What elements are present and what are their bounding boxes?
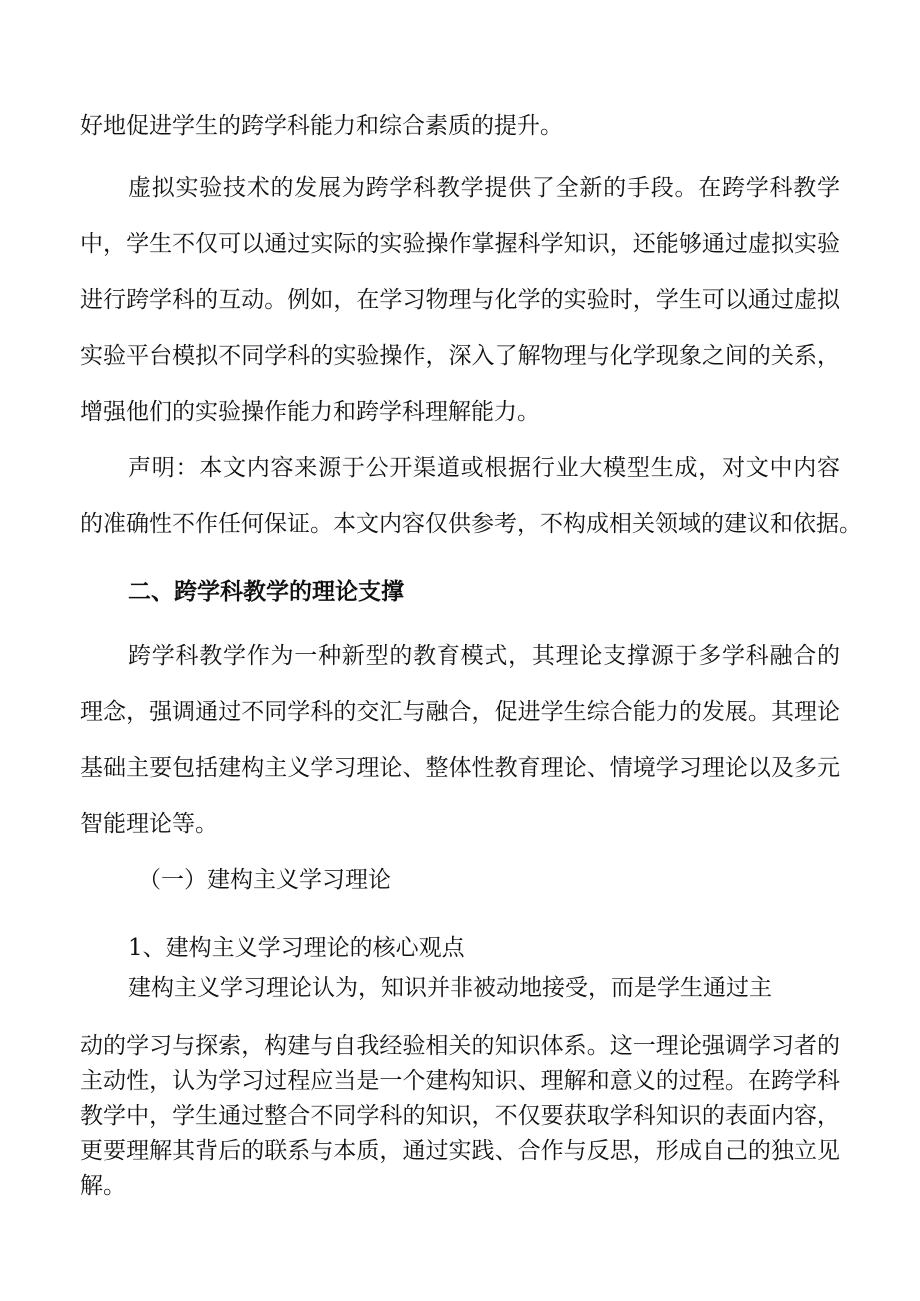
paragraph-constructivism-body [80, 1029, 840, 1204]
paragraph-constructivism-lead [80, 971, 840, 1006]
text-line: 更要理解其背后的联系与本质，通过实践、合作与反思，形成自己的独立见 [80, 1138, 840, 1164]
text-line: 教学中，学生通过整合不同学科的知识，不仅要获取学科知识的表面内容， [80, 1103, 840, 1129]
paragraph-continuation [80, 98, 840, 154]
text-line: 解。 [80, 1173, 126, 1199]
text-line: 进行跨学科的互动。例如，在学习物理与化学的实验时，学生可以通过虚拟 [80, 287, 840, 313]
text-line: 增强他们的实验操作能力和跨学科理解能力。 [80, 399, 540, 425]
text-line: 的准确性不作任何保证。本文内容仅供参考，不构成相关领域的建议和依据。 [80, 511, 862, 537]
text-line: 实验平台模拟不同学科的实验操作，深入了解物理与化学现象之间的关系， [80, 343, 840, 369]
heading-text: （一）建构主义学习理论 [138, 867, 391, 893]
text-line: 好地促进学生的跨学科能力和综合素质的提升。 [80, 113, 563, 139]
text-line: 跨学科教学作为一种新型的教育模式，其理论支撑源于多学科融合的 [128, 643, 840, 669]
sub-subsection-heading [80, 920, 840, 976]
text-line: 基础主要包括建构主义学习理论、整体性教育理论、情境学习理论以及多元 [80, 755, 840, 781]
paragraph-disclaimer [80, 440, 862, 552]
text-line: 虚拟实验技术的发展为跨学科教学提供了全新的手段。在跨学科教学 [128, 175, 840, 201]
text-line: 声明：本文内容来源于公开渠道或根据行业大模型生成，对文中内容 [128, 455, 840, 481]
text-line: 动的学习与探索，构建与自我经验相关的知识体系。这一理论强调学习者的 [80, 1033, 840, 1059]
paragraph-theory-intro [80, 628, 840, 852]
heading-text: 二、跨学科教学的理论支撑 [128, 578, 404, 605]
subsection-heading [80, 852, 840, 908]
paragraph-virtual-experiment [80, 160, 840, 440]
text-line: 理念，强调通过不同学科的交汇与融合，促进学生综合能力的发展。其理论 [80, 699, 840, 725]
text-line: 建构主义学习理论认为，知识并非被动地接受，而是学生通过主 [128, 975, 772, 1001]
text-line: 智能理论等。 [80, 811, 218, 837]
text-line: 主动性，认为学习过程应当是一个建构知识、理解和意义的过程。在跨学科 [80, 1068, 840, 1094]
text-line: 中，学生不仅可以通过实际的实验操作掌握科学知识，还能够通过虚拟实验 [80, 231, 840, 257]
heading-text: 1、建构主义学习理论的核心观点 [128, 935, 465, 961]
section-heading [80, 564, 840, 620]
